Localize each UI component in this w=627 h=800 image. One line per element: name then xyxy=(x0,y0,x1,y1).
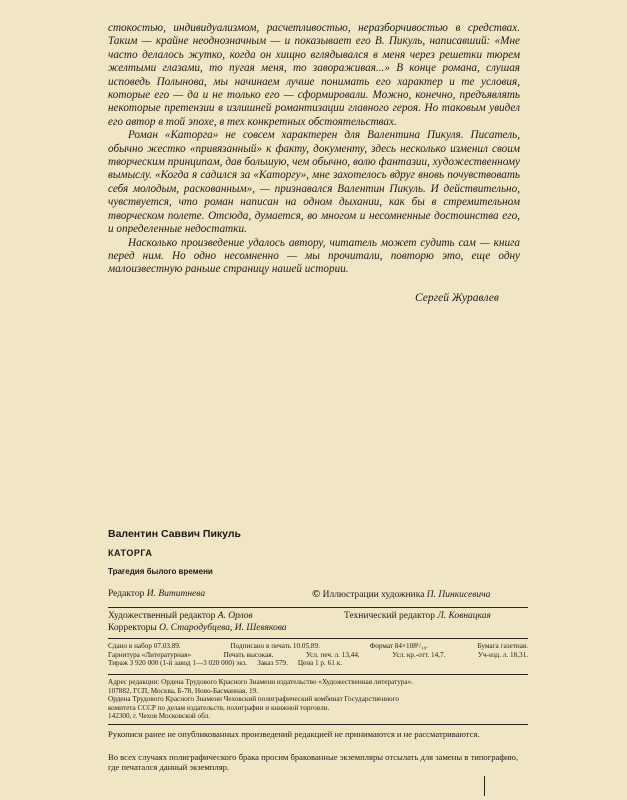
book-subtitle: Трагедия былого времени xyxy=(108,567,213,576)
art-editor-label: Художественный редактор xyxy=(108,611,216,621)
spec-item: Усл. кр.-отт. 14,7. xyxy=(392,650,446,659)
address-line: 107882, ГСП, Москва, Б-78, Ново-Басманная, 19. xyxy=(108,686,258,695)
essay-text xyxy=(108,22,520,277)
essay-paragraph: Насколько произведение удалось автору, читатель может судить сам — книга перед ним. Но одно несомненно — мы прочитали, повторю это, еще одну малоизвестную раньше страницу нашей истории. xyxy=(108,236,520,276)
illustrations-name: П. Пинкисевича xyxy=(426,590,491,600)
address-line: 142300, г. Чехов Московской обл. xyxy=(108,712,211,720)
print-specs xyxy=(108,642,528,668)
address-line: Ордена Трудового Красного Знамени Чеховский полиграфический комбинат Государственного xyxy=(108,695,399,703)
print-specs-row xyxy=(108,651,528,660)
divider xyxy=(108,724,528,725)
spec-item: Бумага газетная. xyxy=(477,642,528,650)
divider xyxy=(108,638,528,639)
book-author: Валентин Саввич Пикуль xyxy=(108,528,242,540)
address-line: Адрес редакции: Ордена Трудового Красного Знамени издательство «Художественная литература». xyxy=(108,678,413,686)
editor-name: И. Вититнева xyxy=(146,589,206,599)
essay-signature: Сергей Журавлев xyxy=(415,292,499,304)
defect-notice: Во всех случаях полиграфического брака просим бракованные экземпляры отсылать для замены в типографию, где печатался данный экземпляр. xyxy=(108,752,519,773)
spec-item: Уч-изд. л. 18,31. xyxy=(477,650,528,659)
spec-item: Сдано в набор 07.03.89. xyxy=(108,642,181,650)
spec-item: Гарнитура «Литературная» xyxy=(108,650,192,659)
tech-editor-label: Технический редактор xyxy=(344,611,435,621)
tech-editor-name: Л. Ковнацкая xyxy=(437,611,491,621)
spec-item: Подписано в печать 10.05.89. xyxy=(230,642,320,650)
spec-item: Тираж 3 920 000 (1-й завод 1—3 020 000) экз. xyxy=(108,659,248,668)
divider xyxy=(108,674,528,675)
print-specs-row xyxy=(108,659,528,668)
spec-item: Формат 84×108¹/₁₆. xyxy=(369,642,428,650)
illustrations-credit xyxy=(312,588,490,600)
book-title: КАТОРГА xyxy=(108,548,153,558)
print-mark xyxy=(484,776,485,796)
art-editor-name: А. Орлов xyxy=(217,611,253,621)
illustrations-label: Иллюстрации художника xyxy=(322,590,425,600)
address-line: комитета СССР по делам издательств, полиграфии и книжной торговли. xyxy=(108,703,330,712)
editor-credit xyxy=(108,589,205,599)
spec-item: Заказ 579. xyxy=(257,659,288,668)
addresses xyxy=(108,678,528,721)
proofreaders-label: Корректоры xyxy=(108,623,157,633)
manuscript-notice: Рукописи ранее не опубликованных произведений редакцией не принимаются и не рассматриваются. xyxy=(108,729,480,739)
tech-editor-credit xyxy=(344,611,491,621)
spec-item: Печать высокая. xyxy=(223,650,274,659)
copyright-icon: © xyxy=(312,588,321,600)
print-specs-row xyxy=(108,642,528,651)
proofreaders-credit xyxy=(108,623,287,633)
divider xyxy=(108,607,528,608)
editor-label: Редактор xyxy=(108,589,145,599)
spec-item: Цена 1 р. 61 к. xyxy=(297,659,342,668)
proofreaders-names: О. Стародубцева, И. Шевякова xyxy=(159,623,287,633)
essay-paragraph: Роман «Каторга» не совсем характерен для Валентина Пикуля. Писатель, обычно жестко «привязанный» к факту, документу, здесь несколько изменил своим творческим принципам, дав большую, чем обычно, волю фантазии, художественному вымыслу. «Когда я садился за «Каторгу», мне захотелось вдруг вновь почувствовать себя молодым, раскованным», — признавался Валентин Пикуль. И действительно, чувствуется, что роман написан на одном дыхании, как бы в стремительном творческом полете. Отсюда, думается, во многом и несомненные достоинства его, и определенные недостатки. xyxy=(108,129,520,236)
spec-item: Усл. печ. л. 13,44. xyxy=(305,650,360,659)
art-editor-credit xyxy=(108,611,253,621)
essay-paragraph: стокостью, индивидуализмом, расчетливостью, неразборчивостью в средствах. Таким — крайне неоднозначным — и показывает его В. Пикуль, написавший: «Мне часто делалось жутко, когда он хищно вглядывался в меня через решетки тюрем желтыми глазами, то пугая меня, то завораживая...» В конце романа, слушая исповедь Полынова, мы начинаем лучше понимать его характер и те условия, которые его — да и не только его — сформировали. Можно, конечно, предъявлять некоторые претензии в излишней романтизации главного героя. Но таковым увидел его автор в той эпохе, в тех конкретных обстоятельствах. xyxy=(108,22,520,128)
